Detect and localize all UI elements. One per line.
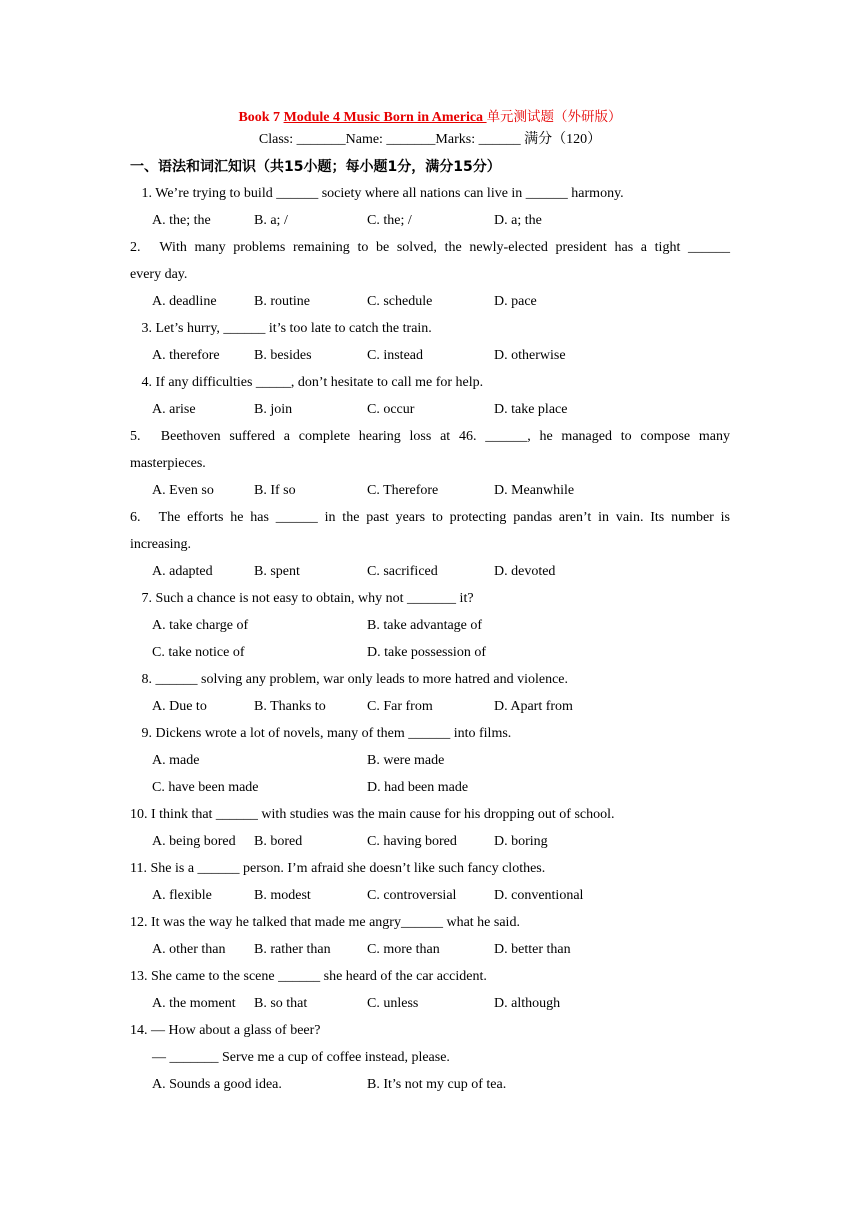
question-number: 5. — [130, 429, 141, 444]
question-text: I think that ______ with studies was the main cause for his dropping out of school. — [151, 807, 615, 822]
option-a[interactable]: A. take charge of — [152, 618, 249, 633]
question-8 — [130, 671, 730, 689]
option-d[interactable]: D. boring — [494, 834, 548, 849]
option-b[interactable]: B. modest — [254, 888, 311, 903]
option-b[interactable]: B. It’s not my cup of tea. — [367, 1077, 507, 1092]
option-d[interactable]: D. better than — [494, 942, 571, 957]
question-text: Such a chance is not easy to obtain, why not _______ it? — [155, 591, 474, 606]
question-number: 7. — [141, 591, 152, 606]
question-12 — [130, 914, 730, 932]
option-a[interactable]: A. adapted — [152, 564, 213, 579]
option-c[interactable]: C. schedule — [367, 294, 433, 309]
option-b[interactable]: B. bored — [254, 834, 303, 849]
question-1 — [130, 185, 730, 203]
question-3 — [130, 320, 730, 338]
option-d[interactable]: D. although — [494, 996, 561, 1011]
option-c[interactable]: C. Far from — [367, 699, 433, 714]
question-10 — [130, 806, 730, 824]
section-heading: 一、语法和词汇知识（共15小题；每小题1分，满分15分） — [130, 159, 501, 175]
question-number: 13. — [130, 969, 148, 984]
question-11 — [130, 860, 730, 878]
question-9 — [130, 725, 730, 743]
option-b[interactable]: B. If so — [254, 483, 296, 498]
option-a[interactable]: A. the; the — [152, 213, 211, 228]
question-14 — [130, 1022, 730, 1040]
option-c[interactable]: C. have been made — [152, 780, 259, 795]
question-14-reply: — _______ Serve me a cup of coffee instead, please. — [152, 1050, 450, 1065]
option-c[interactable]: C. more than — [367, 942, 440, 957]
option-a[interactable]: A. other than — [152, 942, 226, 957]
option-b[interactable]: B. take advantage of — [367, 618, 483, 633]
question-13 — [130, 968, 730, 986]
question-text: If any difficulties _____, don’t hesitate to call me for help. — [155, 375, 484, 390]
option-a[interactable]: A. arise — [152, 402, 196, 417]
option-d[interactable]: D. had been made — [367, 780, 469, 795]
option-b[interactable]: B. spent — [254, 564, 300, 579]
option-a[interactable]: A. being bored — [152, 834, 236, 849]
question-text: We’re trying to build ______ society where all nations can live in ______ harmony. — [155, 186, 624, 201]
title-prefix: Book 7 — [238, 110, 284, 125]
option-d[interactable]: D. take place — [494, 402, 568, 417]
question-number: 2. — [130, 240, 141, 255]
option-b[interactable]: B. rather than — [254, 942, 331, 957]
option-b[interactable]: B. a; / — [254, 213, 288, 228]
option-d[interactable]: D. take possession of — [367, 645, 486, 660]
question-number: 8. — [141, 672, 152, 687]
question-text: With many problems remaining to be solved, the newly-elected president has a tight ______ — [159, 240, 730, 255]
option-b[interactable]: B. join — [254, 402, 293, 417]
question-text: Let’s hurry, ______ it’s too late to catch the train. — [155, 321, 432, 336]
option-b[interactable]: B. so that — [254, 996, 308, 1011]
question-2-continuation: every day. — [130, 267, 188, 282]
option-a[interactable]: A. deadline — [152, 294, 217, 309]
option-d[interactable]: D. Apart from — [494, 699, 573, 714]
question-number: 1. — [141, 186, 152, 201]
option-a[interactable]: A. flexible — [152, 888, 212, 903]
option-b[interactable]: B. routine — [254, 294, 310, 309]
option-d[interactable]: D. Meanwhile — [494, 483, 575, 498]
option-a[interactable]: A. Due to — [152, 699, 207, 714]
option-d[interactable]: D. conventional — [494, 888, 584, 903]
option-d[interactable]: D. devoted — [494, 564, 556, 579]
question-number: 14. — [130, 1023, 148, 1038]
option-c[interactable]: C. sacrificed — [367, 564, 438, 579]
option-b[interactable]: B. Thanks to — [254, 699, 326, 714]
option-b[interactable]: B. besides — [254, 348, 312, 363]
option-a[interactable]: A. Sounds a good idea. — [152, 1077, 282, 1092]
option-d[interactable]: D. pace — [494, 294, 537, 309]
question-text: Beethoven suffered a complete hearing loss at 46. ______, he managed to compose many — [160, 429, 730, 444]
question-text: It was the way he talked that made me angry______ what he said. — [151, 915, 520, 930]
question-text: She came to the scene ______ she heard of the car accident. — [151, 969, 487, 984]
option-c[interactable]: C. having bored — [367, 834, 457, 849]
title-suffix: 单元测试题（外研版） — [486, 109, 622, 125]
title-module[interactable]: Module 4 Music Born in America — [283, 110, 487, 125]
question-number: 3. — [141, 321, 152, 336]
document-title — [0, 108, 860, 127]
question-7 — [130, 590, 730, 608]
question-5-continuation: masterpieces. — [130, 456, 206, 471]
question-2 — [130, 239, 730, 257]
question-number: 4. — [141, 375, 152, 390]
question-number: 9. — [141, 726, 152, 741]
option-a[interactable]: A. the moment — [152, 996, 236, 1011]
option-a[interactable]: A. made — [152, 753, 200, 768]
option-b[interactable]: B. were made — [367, 753, 445, 768]
option-c[interactable]: C. instead — [367, 348, 423, 363]
option-a[interactable]: A. Even so — [152, 483, 214, 498]
option-c[interactable]: C. Therefore — [367, 483, 439, 498]
question-text: — How about a glass of beer? — [151, 1023, 321, 1038]
question-text: Dickens wrote a lot of novels, many of them ______ into films. — [155, 726, 512, 741]
option-d[interactable]: D. otherwise — [494, 348, 566, 363]
question-text: The efforts he has ______ in the past years to protecting pandas aren’t in vain. Its number is — [158, 510, 730, 525]
question-6 — [130, 509, 730, 527]
question-number: 6. — [130, 510, 141, 525]
question-text: ______ solving any problem, war only leads to more hatred and violence. — [155, 672, 569, 687]
question-6-continuation: increasing. — [130, 537, 192, 552]
question-number: 12. — [130, 915, 148, 930]
question-5 — [130, 428, 730, 446]
option-a[interactable]: A. therefore — [152, 348, 220, 363]
question-number: 10. — [130, 807, 148, 822]
option-c[interactable]: C. the; / — [367, 213, 412, 228]
option-c[interactable]: C. occur — [367, 402, 415, 417]
option-c[interactable]: C. take notice of — [152, 645, 245, 660]
option-c[interactable]: C. unless — [367, 996, 419, 1011]
option-d[interactable]: D. a; the — [494, 213, 542, 228]
student-info-line: Class: _______Name: _______Marks: ______ 满分（120） — [258, 132, 602, 147]
question-text: She is a ______ person. I’m afraid she doesn’t like such fancy clothes. — [150, 861, 546, 876]
question-number: 11. — [130, 861, 147, 876]
option-c[interactable]: C. controversial — [367, 888, 457, 903]
question-4 — [130, 374, 730, 392]
